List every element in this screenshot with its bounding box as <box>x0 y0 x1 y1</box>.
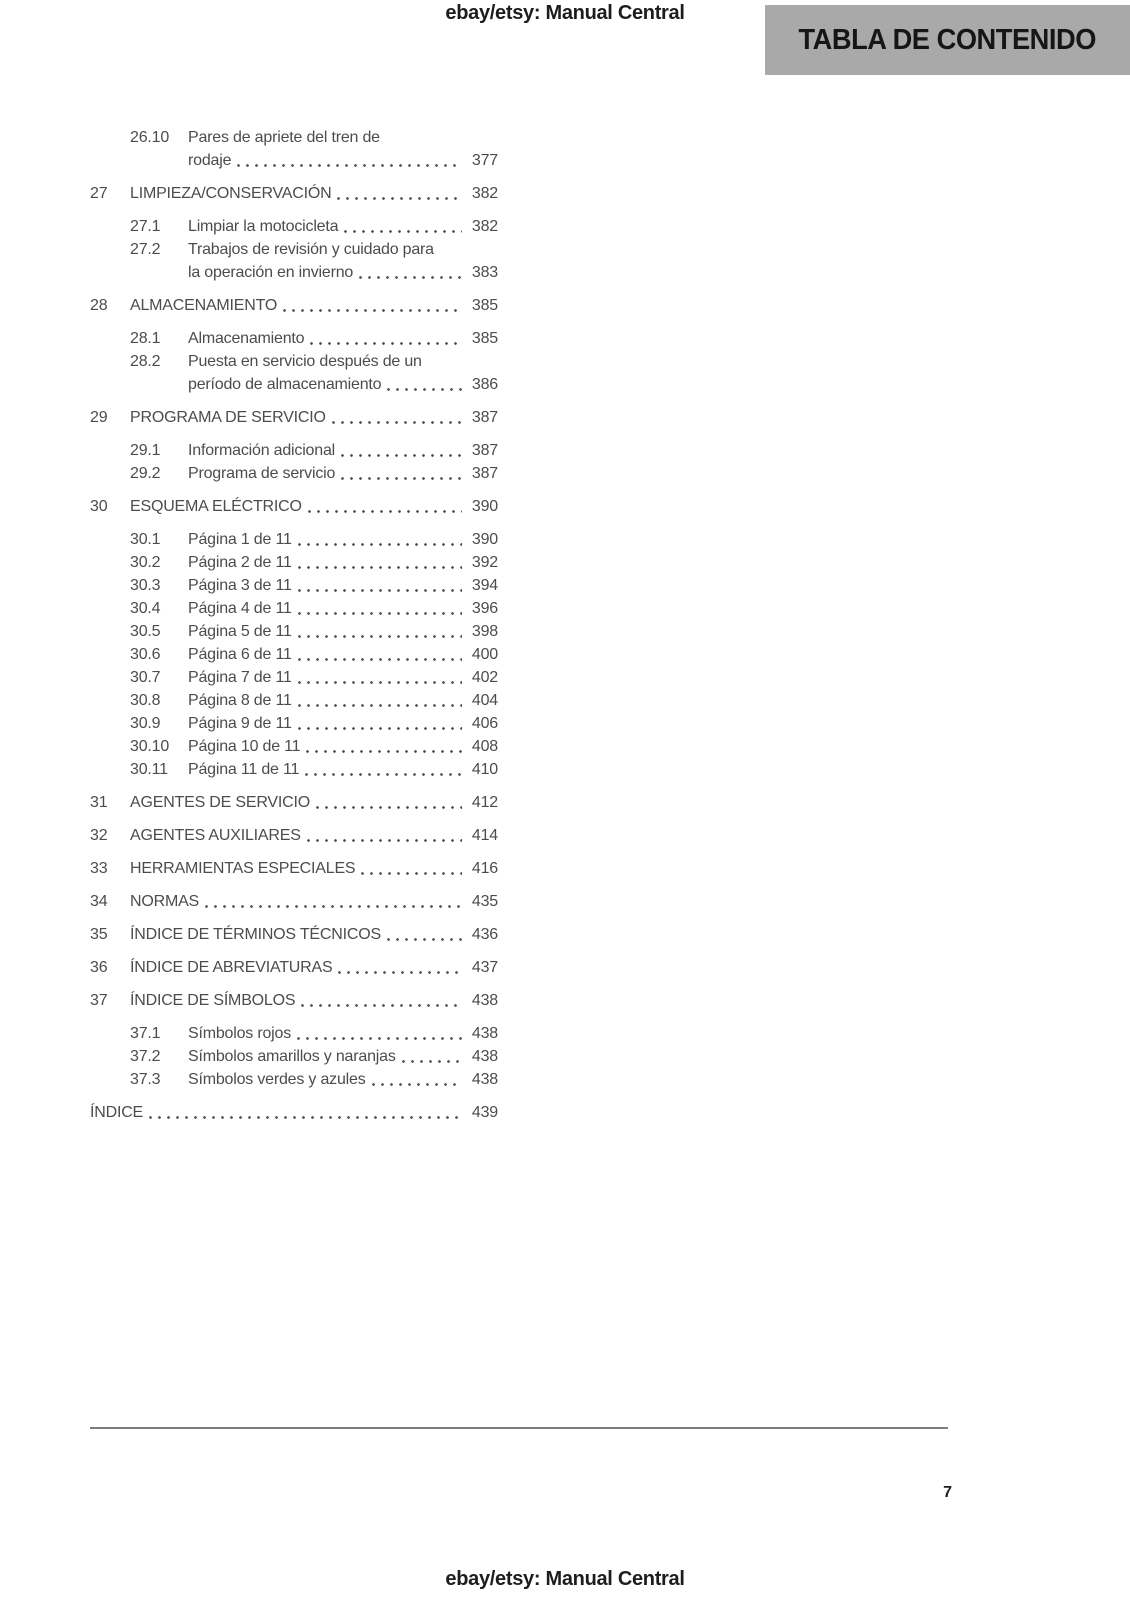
toc-entry <box>90 1045 498 1068</box>
toc-entry-number: 28 <box>90 297 108 314</box>
toc-entry <box>90 824 498 847</box>
toc-entry-number: 29.1 <box>130 442 161 459</box>
toc-entry-number: 36 <box>90 959 108 976</box>
toc-entry-page: 436 <box>471 926 498 943</box>
toc-entry-page: 377 <box>471 152 498 169</box>
toc-entry-number: 30.6 <box>130 646 161 663</box>
toc-entry-page: 402 <box>471 669 498 686</box>
toc-entry-title: AGENTES AUXILIARES <box>130 827 301 844</box>
toc-entry-page: 408 <box>471 738 498 755</box>
dot-leader <box>335 971 462 974</box>
dot-leader <box>234 164 462 167</box>
toc-entry <box>90 989 498 1012</box>
toc-entry <box>90 1068 498 1091</box>
dot-leader <box>295 589 462 592</box>
toc-entry-number: 37.1 <box>130 1025 161 1042</box>
toc-entry-number: 33 <box>90 860 108 877</box>
toc-entry-number: 30.5 <box>130 623 161 640</box>
toc-entry-page: 392 <box>471 554 498 571</box>
footer-rule <box>90 1427 948 1429</box>
toc-entry <box>90 462 498 485</box>
toc-entry <box>90 126 498 172</box>
toc-entry-title: PROGRAMA DE SERVICIO <box>130 409 326 426</box>
dot-leader <box>334 197 462 200</box>
toc-entry-number: 28.1 <box>130 330 161 347</box>
toc-entry-title: Página 5 de 11 <box>188 623 292 640</box>
toc-entry-number: 27.1 <box>130 218 161 235</box>
toc-entry-page: 404 <box>471 692 498 709</box>
toc-entry-title: ALMACENAMIENTO <box>130 297 278 314</box>
toc-entry <box>90 666 498 689</box>
toc-entry-page: 398 <box>471 623 498 640</box>
toc-entry <box>90 495 498 518</box>
toc-entry-title: Página 11 de 11 <box>188 761 300 778</box>
toc-entry-title: Página 6 de 11 <box>188 646 292 663</box>
table-of-contents <box>90 126 498 1124</box>
toc-entry-number: 29 <box>90 409 108 426</box>
dot-leader <box>295 727 462 730</box>
toc-entry-page: 437 <box>471 959 498 976</box>
toc-entry <box>90 1101 498 1124</box>
page-header-text: ebay/etsy: Manual Central <box>445 2 685 24</box>
dot-leader <box>302 773 462 776</box>
toc-entry-title: ÍNDICE DE SÍMBOLOS <box>130 992 296 1009</box>
toc-entry-title: período de almacenamiento <box>188 376 382 393</box>
toc-entry-page: 410 <box>471 761 498 778</box>
toc-entry-page: 438 <box>471 1025 498 1042</box>
toc-entry <box>90 574 498 597</box>
toc-entry-title-line: Pares de apriete del tren de <box>188 129 380 146</box>
toc-entry <box>90 294 498 317</box>
toc-entry-page: 416 <box>471 860 498 877</box>
toc-entry-title: Página 10 de 11 <box>188 738 301 755</box>
toc-entry-page: 438 <box>471 1071 498 1088</box>
dot-leader <box>384 388 462 391</box>
dot-leader <box>341 230 462 233</box>
toc-entry <box>90 712 498 735</box>
toc-entry <box>90 923 498 946</box>
toc-entry <box>90 758 498 781</box>
toc-entry-number: 37 <box>90 992 108 1009</box>
dot-leader <box>369 1083 462 1086</box>
toc-entry-page: 406 <box>471 715 498 732</box>
toc-entry <box>90 890 498 913</box>
dot-leader <box>304 839 462 842</box>
toc-entry <box>90 689 498 712</box>
toc-entry <box>90 956 498 979</box>
toc-entry-page: 414 <box>471 827 498 844</box>
dot-leader <box>358 872 462 875</box>
toc-entry-title: NORMAS <box>130 893 200 910</box>
toc-entry-number: 32 <box>90 827 108 844</box>
toc-entry-number: 35 <box>90 926 108 943</box>
toc-entry-number: 30.11 <box>130 761 168 778</box>
toc-entry-page: 387 <box>471 465 498 482</box>
toc-entry-title: Página 9 de 11 <box>188 715 292 732</box>
dot-leader <box>146 1116 462 1119</box>
page-number: 7 <box>943 1484 952 1501</box>
toc-entry <box>90 857 498 880</box>
dot-leader <box>295 681 462 684</box>
dot-leader <box>295 612 462 615</box>
toc-entry-title: rodaje <box>188 152 232 169</box>
dot-leader <box>202 905 462 908</box>
page-footer-text: ebay/etsy: Manual Central <box>445 1568 685 1590</box>
toc-entry-title: ÍNDICE DE ABREVIATURAS <box>130 959 333 976</box>
toc-entry <box>90 791 498 814</box>
dot-leader <box>384 938 462 941</box>
dot-leader <box>298 1004 462 1007</box>
toc-entry <box>90 528 498 551</box>
toc-entry-title: Página 7 de 11 <box>188 669 292 686</box>
toc-entry <box>90 735 498 758</box>
toc-entry <box>90 215 498 238</box>
toc-entry-number: 37.3 <box>130 1071 161 1088</box>
toc-entry-title: Símbolos rojos <box>188 1025 292 1042</box>
toc-entry-number: 30.2 <box>130 554 161 571</box>
toc-entry-page: 385 <box>471 297 498 314</box>
toc-entry <box>90 551 498 574</box>
toc-entry-page: 387 <box>471 442 498 459</box>
toc-entry-number: 30.1 <box>130 531 161 548</box>
dot-leader <box>295 658 462 661</box>
toc-entry <box>90 643 498 666</box>
toc-entry-title-line: Trabajos de revisión y cuidado para <box>188 241 434 258</box>
toc-entry-page: 438 <box>471 1048 498 1065</box>
dot-leader <box>295 704 462 707</box>
dot-leader <box>329 421 462 424</box>
toc-entry-page: 412 <box>471 794 498 811</box>
toc-entry-number: 31 <box>90 794 108 811</box>
toc-entry-number: 30 <box>90 498 108 515</box>
dot-leader <box>280 309 462 312</box>
toc-entry-page: 387 <box>471 409 498 426</box>
toc-entry-page: 396 <box>471 600 498 617</box>
toc-entry-title: Símbolos amarillos y naranjas <box>188 1048 396 1065</box>
toc-entry <box>90 1022 498 1045</box>
dot-leader <box>313 806 462 809</box>
toc-entry <box>90 597 498 620</box>
toc-entry-title: Información adicional <box>188 442 335 459</box>
toc-entry-title: Símbolos verdes y azules <box>188 1071 366 1088</box>
toc-entry-title: Almacenamiento <box>188 330 305 347</box>
dot-leader <box>338 477 462 480</box>
toc-entry-title: Página 2 de 11 <box>188 554 292 571</box>
toc-entry-page: 438 <box>471 992 498 1009</box>
toc-entry-number: 29.2 <box>130 465 161 482</box>
toc-entry-page: 382 <box>471 185 498 202</box>
toc-entry <box>90 327 498 350</box>
toc-entry-number: 27 <box>90 185 108 202</box>
dot-leader <box>295 543 462 546</box>
toc-entry <box>90 620 498 643</box>
toc-entry <box>90 182 498 205</box>
toc-entry-number: 30.10 <box>130 738 170 755</box>
dot-leader <box>356 276 462 279</box>
toc-entry <box>90 350 498 396</box>
dot-leader <box>338 454 462 457</box>
toc-entry-title: ÍNDICE <box>90 1104 144 1121</box>
dot-leader <box>295 635 462 638</box>
toc-entry-number: 30.4 <box>130 600 161 617</box>
toc-entry-page: 390 <box>471 531 498 548</box>
toc-entry-title: AGENTES DE SERVICIO <box>130 794 310 811</box>
toc-entry-page: 382 <box>471 218 498 235</box>
dot-leader <box>305 510 462 513</box>
toc-entry-title: LIMPIEZA/CONSERVACIÓN <box>130 185 332 202</box>
toc-entry-page: 394 <box>471 577 498 594</box>
page-title: TABLA DE CONTENIDO <box>798 23 1097 56</box>
toc-entry-page: 386 <box>471 376 498 393</box>
toc-entry-number: 37.2 <box>130 1048 161 1065</box>
toc-entry-number: 27.2 <box>130 241 161 258</box>
toc-entry-title: Página 3 de 11 <box>188 577 292 594</box>
dot-leader <box>295 566 462 569</box>
toc-entry-title: ESQUEMA ELÉCTRICO <box>130 498 302 515</box>
toc-entry-title: Página 1 de 11 <box>188 531 292 548</box>
toc-entry-number: 26.10 <box>130 129 170 146</box>
toc-entry-title: ÍNDICE DE TÉRMINOS TÉCNICOS <box>130 926 381 943</box>
toc-entry <box>90 406 498 429</box>
dot-leader <box>294 1037 462 1040</box>
toc-entry-title: Programa de servicio <box>188 465 336 482</box>
toc-entry-title-line: Puesta en servicio después de un <box>188 353 422 370</box>
title-banner <box>765 5 1130 75</box>
toc-entry-title: Página 8 de 11 <box>188 692 292 709</box>
toc-entry-page: 383 <box>471 264 498 281</box>
dot-leader <box>303 750 462 753</box>
toc-entry-number: 30.9 <box>130 715 161 732</box>
toc-entry <box>90 238 498 284</box>
toc-entry-title: Página 4 de 11 <box>188 600 292 617</box>
toc-entry-title: Limpiar la motocicleta <box>188 218 339 235</box>
toc-entry-page: 439 <box>471 1104 498 1121</box>
toc-entry-number: 34 <box>90 893 108 910</box>
dot-leader <box>399 1060 462 1063</box>
toc-entry-number: 28.2 <box>130 353 161 370</box>
toc-entry-title: HERRAMIENTAS ESPECIALES <box>130 860 356 877</box>
toc-entry-page: 390 <box>471 498 498 515</box>
toc-entry-number: 30.3 <box>130 577 161 594</box>
toc-entry-title: la operación en invierno <box>188 264 354 281</box>
toc-entry-page: 435 <box>471 893 498 910</box>
toc-entry-number: 30.7 <box>130 669 161 686</box>
toc-entry-page: 400 <box>471 646 498 663</box>
toc-entry-page: 385 <box>471 330 498 347</box>
toc-entry <box>90 439 498 462</box>
dot-leader <box>307 342 462 345</box>
toc-entry-number: 30.8 <box>130 692 161 709</box>
